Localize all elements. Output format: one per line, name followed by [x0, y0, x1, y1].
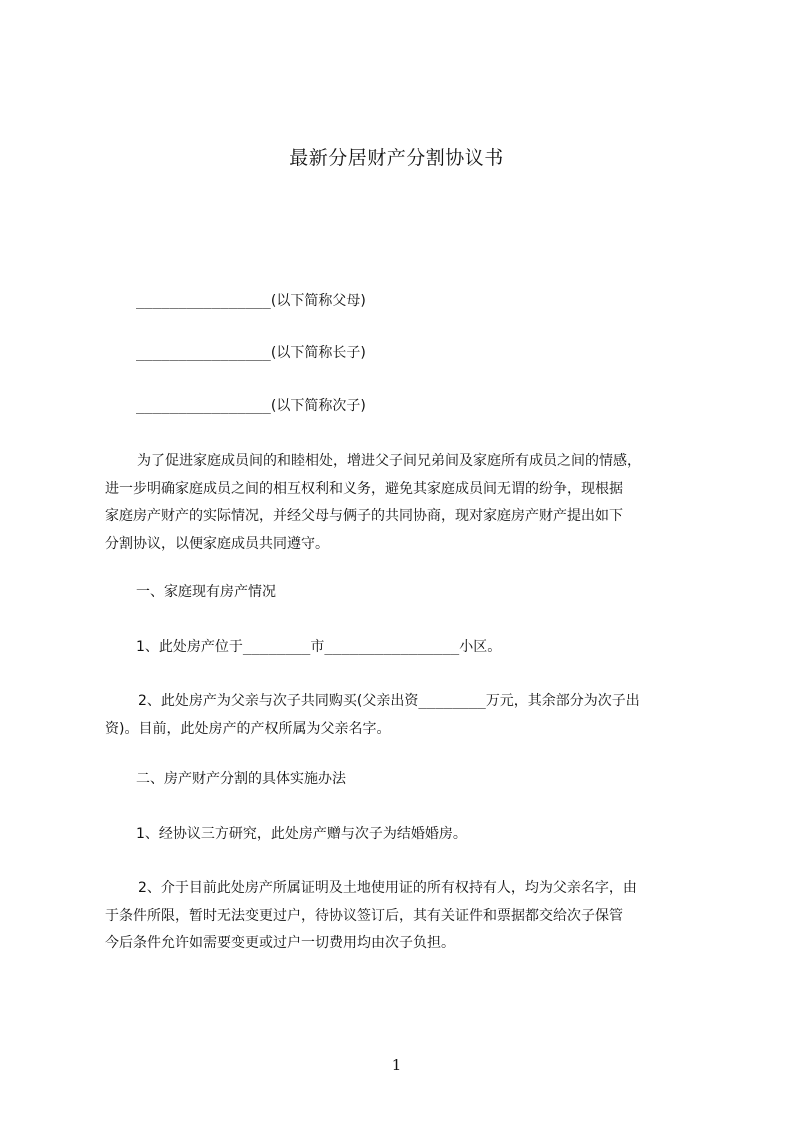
page-number: 1 — [391, 1056, 402, 1074]
item-blank: ________________ — [324, 639, 460, 655]
section2-item2 — [105, 875, 717, 958]
item-text: 市 — [310, 639, 325, 655]
party-label: (以下简称次子) — [270, 398, 366, 414]
section2-heading: 二、房产财产分割的具体实施办法 — [136, 771, 346, 787]
party-blank: ________________ — [136, 293, 271, 309]
party-blank: ________________ — [136, 398, 271, 414]
party-label: (以下简称父母) — [270, 293, 366, 309]
intro-line: 家庭房产财产的实际情况，并经父母与俩子的共同协商，现对家庭房产财产提出如下 — [105, 508, 623, 524]
section1-heading: 一、家庭现有房产情况 — [136, 584, 276, 600]
item-text: 小区。 — [459, 639, 502, 655]
item-line: 今后条件允许如需要变更或过户一切费用均由次子负担。 — [105, 935, 455, 951]
section1-item1 — [136, 634, 501, 661]
intro-line: 为了促进家庭成员间的和睦相处，增进父子间兄弟间及家庭所有成员之间的情感， — [137, 453, 641, 469]
document-title: 最新分居财产分割协议书 — [289, 147, 504, 169]
party-line-younger-son — [136, 393, 366, 420]
intro-paragraph — [105, 448, 717, 558]
party-blank: ________________ — [136, 345, 271, 361]
item-line: 资)。目前，此处房产的产权所属为父亲名字。 — [105, 720, 391, 737]
intro-line: 分割协议，以便家庭成员共同遵守。 — [105, 535, 329, 552]
item-blank: ________ — [242, 639, 311, 655]
party-line-parents — [136, 288, 366, 315]
section2-item1: 1、经协议三方研究，此处房产赠与次子为结婚婚房。 — [136, 826, 467, 842]
item-line — [105, 688, 717, 716]
item-line: 于条件所限，暂时无法变更过户，待协议签订后，其有关证件和票据都交给次子保管 — [105, 907, 623, 924]
item-text: 万元，其余部分为次子出 — [485, 693, 640, 709]
party-label: (以下简称长子) — [270, 345, 366, 361]
section1-item2 — [105, 688, 717, 743]
item-blank: ________ — [418, 693, 486, 709]
item-text: 2、此处房产为父亲与次子共同购买(父亲出资 — [138, 693, 419, 709]
intro-line: 进一步明确家庭成员之间的相互权利和义务，避免其家庭成员间无谓的纷争，现根据 — [105, 480, 623, 497]
item-line: 2、介于目前此处房产所属证明及土地使用证的所有权持有人，均为父亲名字，由 — [138, 880, 637, 896]
item-text: 1、此处房产位于 — [136, 639, 243, 655]
party-line-elder-son — [136, 340, 366, 367]
